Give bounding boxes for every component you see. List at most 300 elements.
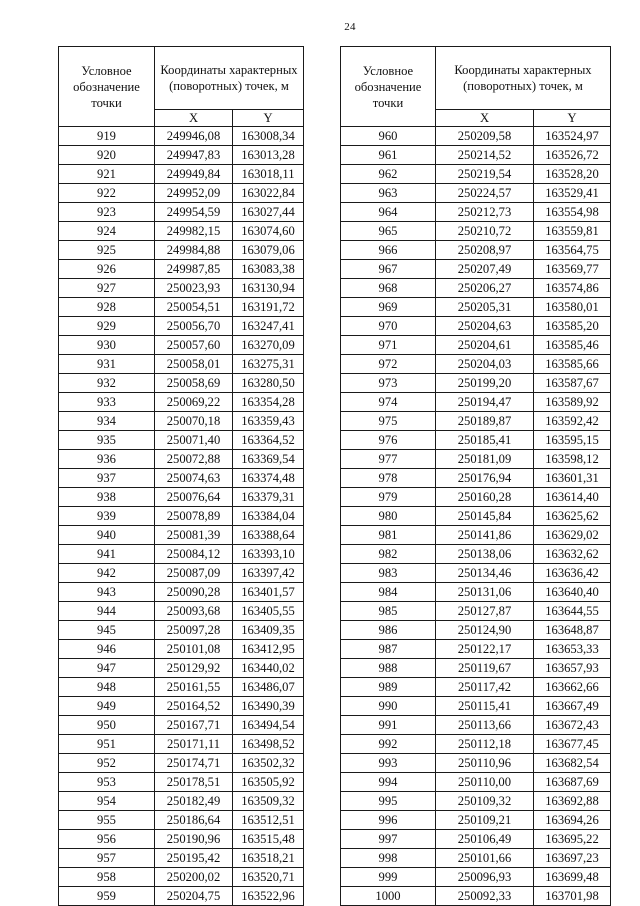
table-row	[341, 412, 611, 431]
x-coordinate-cell: 250219,54	[436, 165, 534, 184]
x-coordinate-cell: 250224,57	[436, 184, 534, 203]
x-coordinate-cell: 250195,42	[155, 849, 233, 868]
table-row	[341, 241, 611, 260]
y-coordinate-cell: 163585,66	[534, 355, 611, 374]
point-id-cell: 951	[59, 735, 155, 754]
y-coordinate-cell: 163699,48	[534, 868, 611, 887]
x-coordinate-cell: 250190,96	[155, 830, 233, 849]
y-coordinate-cell: 163130,94	[233, 279, 304, 298]
table-row	[59, 184, 304, 203]
y-coordinate-cell: 163672,43	[534, 716, 611, 735]
y-coordinate-cell: 163667,49	[534, 697, 611, 716]
x-coordinate-cell: 249954,59	[155, 203, 233, 222]
y-coordinate-cell: 163515,48	[233, 830, 304, 849]
table-row	[59, 507, 304, 526]
y-coordinate-cell: 163384,04	[233, 507, 304, 526]
point-id-cell: 962	[341, 165, 436, 184]
point-id-cell: 989	[341, 678, 436, 697]
point-id-cell: 957	[59, 849, 155, 868]
point-id-cell: 981	[341, 526, 436, 545]
y-coordinate-cell: 163393,10	[233, 545, 304, 564]
y-coordinate-cell: 163498,52	[233, 735, 304, 754]
table-row	[341, 868, 611, 887]
table-row	[341, 298, 611, 317]
x-coordinate-cell: 250023,93	[155, 279, 233, 298]
y-coordinate-cell: 163614,40	[534, 488, 611, 507]
x-coordinate-cell: 250160,28	[436, 488, 534, 507]
y-coordinate-cell: 163524,97	[534, 127, 611, 146]
x-coordinate-cell: 249947,83	[155, 146, 233, 165]
x-coordinate-cell: 250200,02	[155, 868, 233, 887]
point-id-cell: 972	[341, 355, 436, 374]
x-coordinate-cell: 250071,40	[155, 431, 233, 450]
coordinates-table-left	[58, 46, 304, 906]
table-row	[341, 260, 611, 279]
point-id-cell: 936	[59, 450, 155, 469]
table-row	[59, 564, 304, 583]
point-id-cell: 955	[59, 811, 155, 830]
x-coordinate-cell: 250109,21	[436, 811, 534, 830]
x-coordinate-cell: 250127,87	[436, 602, 534, 621]
point-id-cell: 966	[341, 241, 436, 260]
x-coordinate-cell: 250057,60	[155, 336, 233, 355]
table-row	[341, 811, 611, 830]
point-id-cell: 978	[341, 469, 436, 488]
x-coordinate-cell: 249952,09	[155, 184, 233, 203]
point-id-cell: 949	[59, 697, 155, 716]
point-id-cell: 923	[59, 203, 155, 222]
table-row	[59, 374, 304, 393]
table-row	[341, 735, 611, 754]
x-coordinate-cell: 250194,47	[436, 393, 534, 412]
table-row	[341, 640, 611, 659]
y-coordinate-cell: 163695,22	[534, 830, 611, 849]
point-id-cell: 995	[341, 792, 436, 811]
y-coordinate-cell: 163657,93	[534, 659, 611, 678]
x-coordinate-cell: 250204,75	[155, 887, 233, 906]
x-coordinate-cell: 250112,18	[436, 735, 534, 754]
table-row	[341, 849, 611, 868]
point-id-cell: 939	[59, 507, 155, 526]
y-coordinate-cell: 163564,75	[534, 241, 611, 260]
point-id-cell: 965	[341, 222, 436, 241]
y-coordinate-cell: 163529,41	[534, 184, 611, 203]
x-coordinate-cell: 250212,73	[436, 203, 534, 222]
y-coordinate-cell: 163412,95	[233, 640, 304, 659]
table-row	[59, 735, 304, 754]
y-coordinate-cell: 163405,55	[233, 602, 304, 621]
x-coordinate-cell: 250206,27	[436, 279, 534, 298]
point-id-cell: 932	[59, 374, 155, 393]
y-coordinate-cell: 163083,38	[233, 260, 304, 279]
y-coordinate-cell: 163601,31	[534, 469, 611, 488]
point-id-cell: 968	[341, 279, 436, 298]
table-row	[59, 640, 304, 659]
y-coordinate-cell: 163526,72	[534, 146, 611, 165]
y-coordinate-cell: 163027,44	[233, 203, 304, 222]
y-coordinate-cell: 163682,54	[534, 754, 611, 773]
table-row	[59, 697, 304, 716]
y-coordinate-cell: 163013,28	[233, 146, 304, 165]
y-coordinate-cell: 163585,20	[534, 317, 611, 336]
table-row	[59, 336, 304, 355]
y-coordinate-cell: 163574,86	[534, 279, 611, 298]
point-id-cell: 985	[341, 602, 436, 621]
point-id-cell: 944	[59, 602, 155, 621]
x-coordinate-cell: 250101,08	[155, 640, 233, 659]
x-coordinate-cell: 250182,49	[155, 792, 233, 811]
y-coordinate-cell: 163397,42	[233, 564, 304, 583]
point-id-cell: 933	[59, 393, 155, 412]
x-coordinate-cell: 250205,31	[436, 298, 534, 317]
table-row	[59, 222, 304, 241]
y-coordinate-cell: 163518,21	[233, 849, 304, 868]
x-coordinate-cell: 250056,70	[155, 317, 233, 336]
y-coordinate-cell: 163520,71	[233, 868, 304, 887]
point-id-cell: 990	[341, 697, 436, 716]
point-id-cell: 945	[59, 621, 155, 640]
header-y: Y	[233, 110, 304, 127]
point-id-cell: 953	[59, 773, 155, 792]
table-row	[59, 830, 304, 849]
point-id-cell: 954	[59, 792, 155, 811]
x-coordinate-cell: 250117,42	[436, 678, 534, 697]
x-coordinate-cell: 250207,49	[436, 260, 534, 279]
x-coordinate-cell: 250124,90	[436, 621, 534, 640]
table-row	[341, 583, 611, 602]
table-row	[59, 754, 304, 773]
point-id-cell: 935	[59, 431, 155, 450]
point-id-cell: 987	[341, 640, 436, 659]
table-row	[341, 279, 611, 298]
point-id-cell: 937	[59, 469, 155, 488]
y-coordinate-cell: 163677,45	[534, 735, 611, 754]
y-coordinate-cell: 163354,28	[233, 393, 304, 412]
table-row	[341, 602, 611, 621]
x-coordinate-cell: 250214,52	[436, 146, 534, 165]
point-id-cell: 998	[341, 849, 436, 868]
y-coordinate-cell: 163648,87	[534, 621, 611, 640]
x-coordinate-cell: 250199,20	[436, 374, 534, 393]
x-coordinate-cell: 250113,66	[436, 716, 534, 735]
x-coordinate-cell: 250069,22	[155, 393, 233, 412]
y-coordinate-cell: 163629,02	[534, 526, 611, 545]
x-coordinate-cell: 250138,06	[436, 545, 534, 564]
y-coordinate-cell: 163191,72	[233, 298, 304, 317]
table-row	[59, 317, 304, 336]
y-coordinate-cell: 163632,62	[534, 545, 611, 564]
point-id-cell: 927	[59, 279, 155, 298]
table-row	[59, 621, 304, 640]
x-coordinate-cell: 250070,18	[155, 412, 233, 431]
y-coordinate-cell: 163022,84	[233, 184, 304, 203]
point-id-cell: 930	[59, 336, 155, 355]
y-coordinate-cell: 163486,07	[233, 678, 304, 697]
point-id-cell: 941	[59, 545, 155, 564]
y-coordinate-cell: 163592,42	[534, 412, 611, 431]
table-row	[59, 450, 304, 469]
table-row	[59, 146, 304, 165]
table-row	[341, 488, 611, 507]
x-coordinate-cell: 250058,01	[155, 355, 233, 374]
table-row	[341, 716, 611, 735]
table-row	[59, 811, 304, 830]
y-coordinate-cell: 163502,32	[233, 754, 304, 773]
table-row	[341, 336, 611, 355]
point-id-cell: 975	[341, 412, 436, 431]
table-row	[59, 887, 304, 906]
x-coordinate-cell: 250189,87	[436, 412, 534, 431]
y-coordinate-cell: 163595,15	[534, 431, 611, 450]
point-id-cell: 971	[341, 336, 436, 355]
x-coordinate-cell: 250078,89	[155, 507, 233, 526]
y-coordinate-cell: 163440,02	[233, 659, 304, 678]
y-coordinate-cell: 163598,12	[534, 450, 611, 469]
table-row	[59, 279, 304, 298]
y-coordinate-cell: 163512,51	[233, 811, 304, 830]
y-coordinate-cell: 163074,60	[233, 222, 304, 241]
x-coordinate-cell: 250164,52	[155, 697, 233, 716]
x-coordinate-cell: 250122,17	[436, 640, 534, 659]
x-coordinate-cell: 250174,71	[155, 754, 233, 773]
y-coordinate-cell: 163388,64	[233, 526, 304, 545]
table-row	[59, 659, 304, 678]
x-coordinate-cell: 250096,93	[436, 868, 534, 887]
y-coordinate-cell: 163505,92	[233, 773, 304, 792]
x-coordinate-cell: 250186,64	[155, 811, 233, 830]
header-point-label: Условное обозначение точки	[341, 47, 436, 127]
x-coordinate-cell: 250084,12	[155, 545, 233, 564]
point-id-cell: 991	[341, 716, 436, 735]
x-coordinate-cell: 250115,41	[436, 697, 534, 716]
point-id-cell: 961	[341, 146, 436, 165]
y-coordinate-cell: 163247,41	[233, 317, 304, 336]
header-x: X	[155, 110, 233, 127]
table-row	[59, 241, 304, 260]
y-coordinate-cell: 163490,39	[233, 697, 304, 716]
x-coordinate-cell: 249987,85	[155, 260, 233, 279]
point-id-cell: 946	[59, 640, 155, 659]
table-row	[59, 260, 304, 279]
x-coordinate-cell: 250208,97	[436, 241, 534, 260]
point-id-cell: 925	[59, 241, 155, 260]
y-coordinate-cell: 163587,67	[534, 374, 611, 393]
y-coordinate-cell: 163554,98	[534, 203, 611, 222]
table-row	[59, 545, 304, 564]
x-coordinate-cell: 250093,68	[155, 602, 233, 621]
point-id-cell: 931	[59, 355, 155, 374]
y-coordinate-cell: 163585,46	[534, 336, 611, 355]
x-coordinate-cell: 250167,71	[155, 716, 233, 735]
point-id-cell: 948	[59, 678, 155, 697]
header-point-label: Условное обозначение точки	[59, 47, 155, 127]
table-row	[59, 165, 304, 184]
table-row	[341, 165, 611, 184]
x-coordinate-cell: 250110,96	[436, 754, 534, 773]
y-coordinate-cell: 163625,62	[534, 507, 611, 526]
table-row	[341, 507, 611, 526]
table-row	[341, 887, 611, 906]
y-coordinate-cell: 163528,20	[534, 165, 611, 184]
table-row	[341, 526, 611, 545]
y-coordinate-cell: 163280,50	[233, 374, 304, 393]
point-id-cell: 942	[59, 564, 155, 583]
table-row	[341, 659, 611, 678]
point-id-cell: 969	[341, 298, 436, 317]
x-coordinate-cell: 250097,28	[155, 621, 233, 640]
x-coordinate-cell: 250092,33	[436, 887, 534, 906]
x-coordinate-cell: 250119,67	[436, 659, 534, 678]
table-row	[341, 773, 611, 792]
table-row	[341, 317, 611, 336]
table-row	[341, 450, 611, 469]
point-id-cell: 960	[341, 127, 436, 146]
point-id-cell: 919	[59, 127, 155, 146]
x-coordinate-cell: 250145,84	[436, 507, 534, 526]
table-row	[59, 526, 304, 545]
point-id-cell: 994	[341, 773, 436, 792]
point-id-cell: 928	[59, 298, 155, 317]
x-coordinate-cell: 250161,55	[155, 678, 233, 697]
y-coordinate-cell: 163409,35	[233, 621, 304, 640]
point-id-cell: 963	[341, 184, 436, 203]
point-id-cell: 980	[341, 507, 436, 526]
x-coordinate-cell: 250090,28	[155, 583, 233, 602]
point-id-cell: 938	[59, 488, 155, 507]
x-coordinate-cell: 250058,69	[155, 374, 233, 393]
x-coordinate-cell: 250209,58	[436, 127, 534, 146]
table-row	[341, 564, 611, 583]
point-id-cell: 964	[341, 203, 436, 222]
y-coordinate-cell: 163559,81	[534, 222, 611, 241]
y-coordinate-cell: 163494,54	[233, 716, 304, 735]
x-coordinate-cell: 250178,51	[155, 773, 233, 792]
y-coordinate-cell: 163694,26	[534, 811, 611, 830]
point-id-cell: 926	[59, 260, 155, 279]
y-coordinate-cell: 163662,66	[534, 678, 611, 697]
x-coordinate-cell: 250176,94	[436, 469, 534, 488]
table-row	[341, 830, 611, 849]
x-coordinate-cell: 250141,86	[436, 526, 534, 545]
table-row	[59, 868, 304, 887]
table-row	[341, 374, 611, 393]
point-id-cell: 993	[341, 754, 436, 773]
x-coordinate-cell: 250054,51	[155, 298, 233, 317]
y-coordinate-cell: 163359,43	[233, 412, 304, 431]
table-row	[59, 602, 304, 621]
y-coordinate-cell: 163640,40	[534, 583, 611, 602]
table-row	[341, 184, 611, 203]
point-id-cell: 996	[341, 811, 436, 830]
y-coordinate-cell: 163364,52	[233, 431, 304, 450]
y-coordinate-cell: 163018,11	[233, 165, 304, 184]
x-coordinate-cell: 250110,00	[436, 773, 534, 792]
point-id-cell: 934	[59, 412, 155, 431]
y-coordinate-cell: 163687,69	[534, 773, 611, 792]
table-row	[341, 545, 611, 564]
x-coordinate-cell: 250081,39	[155, 526, 233, 545]
x-coordinate-cell: 250210,72	[436, 222, 534, 241]
table-row	[59, 412, 304, 431]
x-coordinate-cell: 250106,49	[436, 830, 534, 849]
x-coordinate-cell: 250181,09	[436, 450, 534, 469]
x-coordinate-cell: 250204,61	[436, 336, 534, 355]
y-coordinate-cell: 163569,77	[534, 260, 611, 279]
table-row	[341, 431, 611, 450]
x-coordinate-cell: 250185,41	[436, 431, 534, 450]
table-row	[341, 355, 611, 374]
x-coordinate-cell: 249946,08	[155, 127, 233, 146]
point-id-cell: 950	[59, 716, 155, 735]
table-row	[59, 203, 304, 222]
header-coords-label: Координаты характерных (поворотных) точек, м	[155, 47, 304, 110]
x-coordinate-cell: 250072,88	[155, 450, 233, 469]
x-coordinate-cell: 250134,46	[436, 564, 534, 583]
header-coords-label: Координаты характерных (поворотных) точек, м	[436, 47, 611, 110]
table-row	[59, 298, 304, 317]
point-id-cell: 947	[59, 659, 155, 678]
point-id-cell: 920	[59, 146, 155, 165]
y-coordinate-cell: 163509,32	[233, 792, 304, 811]
y-coordinate-cell: 163401,57	[233, 583, 304, 602]
point-id-cell: 973	[341, 374, 436, 393]
x-coordinate-cell: 250131,06	[436, 583, 534, 602]
point-id-cell: 921	[59, 165, 155, 184]
point-id-cell: 986	[341, 621, 436, 640]
x-coordinate-cell: 250074,63	[155, 469, 233, 488]
y-coordinate-cell: 163369,54	[233, 450, 304, 469]
table-row	[341, 222, 611, 241]
x-coordinate-cell: 250204,03	[436, 355, 534, 374]
table-row	[341, 146, 611, 165]
table-row	[59, 678, 304, 697]
y-coordinate-cell: 163008,34	[233, 127, 304, 146]
table-row	[341, 469, 611, 488]
point-id-cell: 977	[341, 450, 436, 469]
table-row	[59, 469, 304, 488]
point-id-cell: 979	[341, 488, 436, 507]
table-row	[341, 621, 611, 640]
y-coordinate-cell: 163079,06	[233, 241, 304, 260]
y-coordinate-cell: 163374,48	[233, 469, 304, 488]
point-id-cell: 992	[341, 735, 436, 754]
x-coordinate-cell: 249982,15	[155, 222, 233, 241]
x-coordinate-cell: 250204,63	[436, 317, 534, 336]
point-id-cell: 1000	[341, 887, 436, 906]
x-coordinate-cell: 250109,32	[436, 792, 534, 811]
header-y: Y	[534, 110, 611, 127]
point-id-cell: 929	[59, 317, 155, 336]
point-id-cell: 984	[341, 583, 436, 602]
table-row	[59, 583, 304, 602]
x-coordinate-cell: 250076,64	[155, 488, 233, 507]
point-id-cell: 976	[341, 431, 436, 450]
page-number: 24	[344, 21, 356, 33]
x-coordinate-cell: 249984,88	[155, 241, 233, 260]
table-row	[59, 773, 304, 792]
point-id-cell: 974	[341, 393, 436, 412]
x-coordinate-cell: 250171,11	[155, 735, 233, 754]
point-id-cell: 999	[341, 868, 436, 887]
x-coordinate-cell: 250129,92	[155, 659, 233, 678]
y-coordinate-cell: 163653,33	[534, 640, 611, 659]
table-row	[59, 355, 304, 374]
table-row	[341, 792, 611, 811]
y-coordinate-cell: 163589,92	[534, 393, 611, 412]
y-coordinate-cell: 163636,42	[534, 564, 611, 583]
point-id-cell: 959	[59, 887, 155, 906]
point-id-cell: 988	[341, 659, 436, 678]
